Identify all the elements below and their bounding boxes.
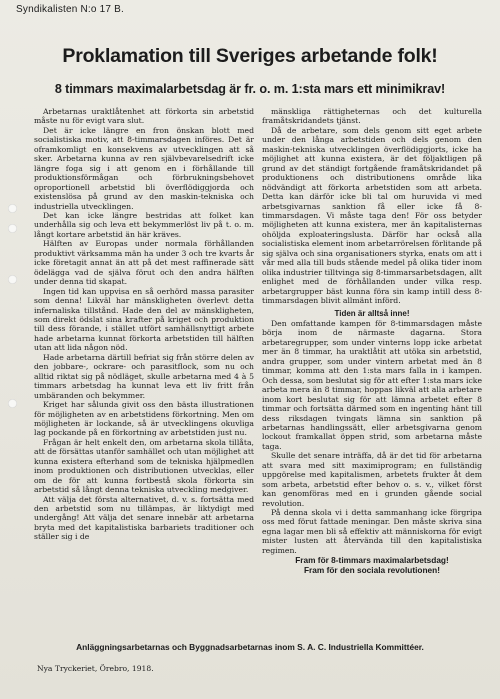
signature-line: Anläggningsarbetarnas och Byggnadsarbetarnas inom S. A. C. Industriella Kommittéer. (76, 642, 424, 652)
punch-hole (8, 275, 17, 284)
punch-hole (8, 399, 17, 408)
punch-hole (8, 224, 17, 233)
paragraph: Frågan är helt enkelt den, om arbetarna skola tillåta, att de försättas utanför samhället och utan möjlighet att kunna existera efterhand som de tekniska hjälpmedlen inom produktionen och distributionen utvecklas, eller om de för att kunna fortbestå skola förkorta sin arbetstid så långt denna tekniska utveckling medgiver. (34, 437, 254, 495)
paragraph: Att välja det första alternativet, d. v. s. fortsätta med den arbetstid som nu tillämpas, är liktydigt med undergång! Att välja det senare innebär att arbetarna bryta med det kapitalistiska barbariets traditioner och ställer sig i de (34, 494, 254, 542)
paragraph: Ingen tid kan uppvisa en så oerhörd massa parasiter som denna! Likväl har mänskligheten överlevt detta infernaliska tillstånd. Hade den del av mänskligheten, som direkt ödslat sina krafter på kriget och produktion till dess förande, i stället utfört samhällsnyttigt arbete hade arbetarna kunnat förkorta arbetstiden till hälften utan att lida någon nöd. (34, 286, 254, 353)
paragraph: Arbetarnas uraktlåtenhet att förkorta sin arbetstid måste nu för evigt vara slut. (34, 107, 254, 126)
paragraph: Det är icke längre en fron önskan blott med socialistiska motiv, att 8-timmarsdagen införes. Det är oframkomligt en konsekvens av utvecklingen att så sker. Arbetarna kunna av ren självbevarelsedrift icke längre foga sig i att genom en i förhållande till produktionsförmågan och förbrukningsbehovet oproportionell arbetstid bli överflödiggjorda och existenslösa på grund av den maskin-tekniska och industriella utvecklingen. (34, 125, 254, 211)
page-subtitle: 8 timmars maximalarbetsdag är fr. o. m. 1:sta mars ett minimikrav! (54, 82, 446, 96)
page-title: Proklamation till Sveriges arbetande folk! (62, 45, 438, 67)
slogan: Fram för den sociala revolutionen! (303, 565, 440, 576)
paragraph: Det kan icke längre bestridas att folket kan underhålla sig och leva ett bekymmerlöst liv på t. o. m. långt kortare arbetstid än här kräves. (34, 210, 254, 239)
series-number: Syndikalisten N:o 17 B. (16, 4, 124, 15)
paragraph: mänskliga rättigheternas och det kulturella framåtskridandets tjänst. (262, 107, 482, 126)
section-heading: Tiden är alltså inne! (334, 308, 410, 318)
paragraph: Den omfattande kampen för 8-timmarsdagen måste börja inom de närmaste dagarna. Stora arbetaregrupper, som under vinterns lopp icke arbetat mer än 8 timmar, ha uraktlåtit att utöka sin arbetstid, andra grupper, som under vintern arbetat med än 8 timmar, komma att den 1:sta mars falla in i kampen. Och dessa, som beslutat sig för att efter 1:sta mars icke arbeta mera än 8 timmar, hoppas likväl att alla arbetare inom kort beslutat sig för att lämna arbetet efter 8 timmar och fortsätta därmed som en ingenting hänt till dess riksdagen tvingats lämna sin sanktion på arbetarnas handlingssätt, eller arbetsgivarna genom lockout framkallat öppen strid, som arbetarna måste taga. (262, 318, 482, 451)
paragraph: Då de arbetare, som dels genom sitt eget arbete under den långa arbetstiden och dels genom den maskin-tekniska utvecklingen överflödiggjorts, icke ha möjlighet att kunna existera, är det följaktligen på grund av det ständigt fortgående framåtskridandet på produktionens och distributionens område lika nödvändigt att förkorta arbetstiden som att arbeta. Detta kan därför icke bli tal om huruvida vi med arbetsgivarnas sanktion få eller icke få 8-timmarsdagen. Vi måste taga den! För oss betyder möjligheten att kunna existera, mer än kapitalisternas ohöljda exploateringslusta. Därför har också alla socialistiska element inom arbetarrörelsen förlitande på sig själva och sina organisationers styrka, enats om att i vår med alla till buds stående medel på olika tider inom olika industrier tilltvinga sig 8-timmarsarbetsdagen, allt enlighet med de förhållanden under vilka resp. arbetargrupper bäst kunna föra sin kamp intill dess 8-timmarsdagen blivit allmänt införd. (262, 125, 482, 306)
left-column (34, 107, 254, 637)
punch-hole (8, 204, 17, 213)
paragraph: Hade arbetarna därtill befriat sig från större delen av den jobbare-, ockrare- och parasitflock, som nu och alltid riktat sig på nödläget, skulle arbetarna med 4 à 5 timmars arbetsdag ha kunnat leva ett liv fritt från umbäranden och bekymmer. (34, 352, 254, 400)
paragraph: Kriget har sålunda givit oss den bästa illustrationen för möjligheten av en arbetstidens förkortning. Men om möjligheten är lockande, så är utvecklingens okuvliga lag pockande på en förkortning av arbetstiden just nu. (34, 400, 254, 438)
right-column (262, 107, 482, 637)
printer-imprint: Nya Tryckeriet, Örebro, 1918. (37, 664, 154, 673)
paragraph: På denna skola vi i detta sammanhang icke förgripa oss med förut fattade meningar. Den måste skriva sina egna lagar men bli så effektiv att människorna för evigt mister lusten att återvända till den kapitalistiska regimen. (262, 508, 482, 555)
slogan: Fram för 8-timmars maximalarbetsdag! (295, 555, 449, 566)
paragraph: Skulle det senare inträffa, då är det tid för arbetarna att svara med sitt maximiprogram; en fullständig uppgörelse med kapitalismen, arbetets frukter åt dem som arbeta, arbetstid efter behov o. s. v., vilket först kan genomföras med en i grunden gående social revolution. (262, 451, 482, 508)
paragraph: Hälften av Europas under normala förhållanden produktivt värksamma män ha under 3 och tre kvarts år icke företagit annat än att på det mest raffinerade sätt ödelägga vad de själva förut och den andra hälften under denna tid skapat. (34, 239, 254, 287)
